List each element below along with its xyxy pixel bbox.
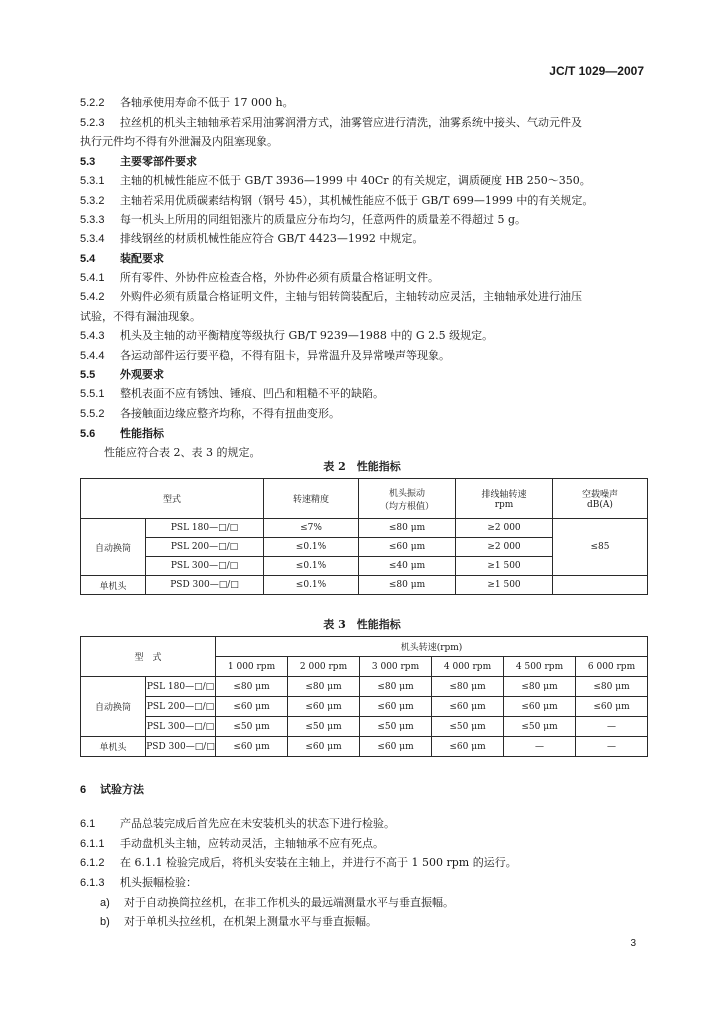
- clause-text: 装配要求: [120, 252, 164, 265]
- section6-line: [100, 915, 377, 929]
- section6-line: [80, 876, 197, 890]
- t3-cell: ≤50 μm: [432, 717, 504, 737]
- clause-number: 5.5.1: [80, 388, 105, 400]
- clause-number: 6.1.1: [80, 838, 105, 850]
- section6-line: [100, 896, 454, 910]
- table3-caption: 表 3 性能指标: [323, 618, 401, 631]
- t3-cell: ≤80 μm: [288, 677, 360, 697]
- clause-text: 拉丝机的机头主轴轴承若采用油雾润滑方式，油雾管应进行清洗，油雾系统中接头、气动元件及: [120, 116, 582, 129]
- table3: [80, 636, 648, 757]
- t2-header-noise: [553, 479, 648, 519]
- clause-text: 在 6.1.1 检验完成后，将机头安装在主轴上，并进行不高于 1 500 rpm 的运行。: [120, 856, 517, 869]
- t3-speed-header: 4 500 rpm: [504, 657, 576, 677]
- t3-cell: ≤60 μm: [288, 737, 360, 757]
- t2-trav-sub: rpm: [494, 500, 514, 510]
- page-number: 3: [630, 938, 636, 949]
- table2: [80, 478, 648, 595]
- clause-number: 5.4.4: [80, 350, 105, 362]
- t2-group-single: 单机头: [81, 576, 146, 595]
- t2-row2-vibration: ≤40 μm: [359, 557, 456, 576]
- t3-cell: ≤60 μm: [360, 697, 432, 717]
- clause-text: 机头及主轴的动平衡精度等级执行 GB/T 9239—1988 中的 G 2.5 级规定。: [120, 329, 494, 342]
- clause-text: 对于单机头拉丝机，在机架上测量水平与垂直振幅。: [124, 915, 377, 928]
- body-line: [80, 290, 582, 304]
- table2-caption: 表 2 性能指标: [323, 460, 401, 473]
- clause-text: 整机表面不应有锈蚀、锤痕、凹凸和粗糙不平的缺陷。: [120, 387, 384, 400]
- t3-speed-header: 6 000 rpm: [576, 657, 648, 677]
- t3-cell: ≤80 μm: [432, 677, 504, 697]
- body-line: [80, 329, 493, 343]
- clause-text: 每一机头上所用的同组铝涨片的质量应分布均匀，任意两件的质量差不得超过 5 g。: [120, 213, 527, 226]
- body-line: [80, 368, 164, 382]
- clause-number: 5.3.4: [80, 233, 105, 245]
- t3-speed-header: 3 000 rpm: [360, 657, 432, 677]
- t3-cell: ≤60 μm: [216, 737, 288, 757]
- clause-number: 6.1.2: [80, 857, 105, 869]
- t3-cell: ≤80 μm: [576, 677, 648, 697]
- clause-number: 5.2.3: [80, 117, 105, 129]
- clause-number: b): [100, 916, 110, 928]
- t3-cell: —: [576, 737, 648, 757]
- t3-cell: ≤50 μm: [360, 717, 432, 737]
- clause-number: 5.6: [80, 428, 96, 440]
- clause-number: 5.3: [80, 156, 96, 168]
- t3-cell: —: [504, 737, 576, 757]
- t3-cell: —: [576, 717, 648, 737]
- body-line: [80, 232, 423, 246]
- t3-header-speed: 机头转速(rpm): [216, 637, 648, 657]
- t2-group-auto: 自动换筒: [81, 519, 146, 576]
- t2-row2-precision: ≤0.1%: [264, 557, 359, 576]
- t3-cell: ≤50 μm: [288, 717, 360, 737]
- t2-row1-precision: ≤0.1%: [264, 538, 359, 557]
- t2-row0-model: PSL 180—□/□: [146, 519, 264, 538]
- clause-text: 主要零部件要求: [120, 155, 197, 168]
- clause-text: 主轴若采用优质碳素结构钢（钢号 45），其机械性能应不低于 GB/T 699—1999 中的有关规定。: [120, 194, 594, 207]
- t3-header-model: 型 式: [81, 637, 216, 677]
- clause-text: 机头振幅检验：: [120, 876, 197, 889]
- section-title-text: 试验方法: [100, 783, 144, 796]
- t2-row1-model: PSL 200—□/□: [146, 538, 264, 557]
- t3-speed-header: 4 000 rpm: [432, 657, 504, 677]
- t3-cell: ≤60 μm: [288, 697, 360, 717]
- t3-speed-header: 2 000 rpm: [288, 657, 360, 677]
- body-line: [80, 174, 591, 188]
- t2-row3-model: PSD 300—□/□: [146, 576, 264, 595]
- t2-row3-noise-empty: [553, 576, 648, 595]
- t2-row1-vibration: ≤60 μm: [359, 538, 456, 557]
- t3-row-model: PSL 180—□/□: [146, 677, 216, 697]
- body-line: [80, 155, 197, 169]
- t2-noise-label: 空载噪声: [581, 490, 618, 500]
- section6-line: [80, 817, 395, 831]
- t2-header-precision: 转速精度: [264, 479, 359, 519]
- body-line: [80, 407, 340, 421]
- clause-text: 外观要求: [120, 368, 164, 381]
- t3-row-model: PSL 200—□/□: [146, 697, 216, 717]
- t2-noise-sub: dB(A): [587, 500, 613, 510]
- clause-text: 主轴的机械性能应不低于 GB/T 3936—1999 中 40Cr 的有关规定，调质硬度 HB 250～350。: [120, 174, 591, 187]
- clause-number: a): [100, 897, 110, 909]
- standard-number: JC/T 1029—2007: [549, 64, 644, 78]
- t3-cell: ≤80 μm: [360, 677, 432, 697]
- t3-cell: ≤80 μm: [216, 677, 288, 697]
- t3-cell: ≤50 μm: [504, 717, 576, 737]
- t2-row2-model: PSL 300—□/□: [146, 557, 264, 576]
- body-line: [80, 116, 582, 130]
- t2-row0-precision: ≤7%: [264, 519, 359, 538]
- clause-number: 5.4.2: [80, 291, 105, 303]
- clause-text: 各运动部件运行要平稳，不得有阻卡，异常温升及异常噪声等现象。: [120, 349, 450, 362]
- clause-text: 性能应符合表 2、表 3 的规定。: [104, 446, 261, 459]
- section6-title: [80, 783, 144, 797]
- clause-text: 排线钢丝的材质机械性能应符合 GB/T 4423—1992 中规定。: [120, 232, 424, 245]
- t2-noise-value: ≤85: [553, 519, 648, 576]
- clause-text: 产品总装完成后首先应在未安装机头的状态下进行检验。: [120, 817, 395, 830]
- body-line: [80, 349, 450, 363]
- clause-number: 5.3.1: [80, 175, 105, 187]
- t2-row1-traverse: ≥2 000: [456, 538, 553, 557]
- body-line: [80, 194, 593, 208]
- clause-number: 5.4: [80, 253, 96, 265]
- t2-row3-traverse: ≥1 500: [456, 576, 553, 595]
- clause-text: 性能指标: [120, 427, 164, 440]
- clause-text: 各轴承使用寿命不低于 17 000 h。: [120, 96, 294, 109]
- clause-text: 对于自动换筒拉丝机，在非工作机头的最远端测量水平与垂直振幅。: [124, 896, 454, 909]
- clause-text: 外购件必须有质量合格证明文件，主轴与铝转筒装配后，主轴转动应灵活，主轴轴承处进行油压: [120, 290, 582, 303]
- clause-text: 执行元件均不得有外泄漏及内阻塞现象。: [80, 135, 278, 148]
- t3-cell: ≤80 μm: [504, 677, 576, 697]
- body-line: [80, 252, 164, 266]
- clause-number: 5.4.1: [80, 272, 105, 284]
- body-line: [80, 427, 164, 441]
- t3-cell: ≤60 μm: [432, 737, 504, 757]
- body-line: [80, 135, 278, 149]
- section6-line: [80, 856, 517, 870]
- t3-group-auto: 自动换筒: [81, 677, 146, 737]
- clause-number: 5.2.2: [80, 97, 105, 109]
- t2-header-model: 型式: [81, 479, 264, 519]
- t2-row2-traverse: ≥1 500: [456, 557, 553, 576]
- clause-number: 5.4.3: [80, 330, 105, 342]
- t3-row-model: PSL 300—□/□: [146, 717, 216, 737]
- clause-text: 所有零件、外协件应检查合格，外协件必须有质量合格证明文件。: [120, 271, 439, 284]
- t2-trav-label: 排线轴转速: [481, 490, 527, 500]
- body-line: [80, 271, 439, 285]
- t2-header-vibration: [359, 479, 456, 519]
- t2-row0-vibration: ≤80 μm: [359, 519, 456, 538]
- clause-number: 6.1.3: [80, 877, 105, 889]
- clause-number: 5.5.2: [80, 408, 105, 420]
- t2-row0-traverse: ≥2 000: [456, 519, 553, 538]
- clause-number: 5.3.3: [80, 214, 105, 226]
- t2-vib-label: 机头振动: [388, 488, 425, 499]
- t3-row-model: PSD 300—□/□: [146, 737, 216, 757]
- t3-cell: ≤60 μm: [216, 697, 288, 717]
- t3-cell: ≤60 μm: [360, 737, 432, 757]
- clause-number: 5.5: [80, 369, 96, 381]
- clause-number: 5.3.2: [80, 195, 105, 207]
- t2-row3-precision: ≤0.1%: [264, 576, 359, 595]
- clause-text: 试验，不得有漏油现象。: [80, 310, 201, 323]
- t3-cell: ≤60 μm: [504, 697, 576, 717]
- t3-cell: ≤50 μm: [216, 717, 288, 737]
- section6-line: [80, 837, 384, 851]
- t3-cell: ≤60 μm: [576, 697, 648, 717]
- section-number: 6: [80, 784, 87, 796]
- t2-header-traverse: [456, 479, 553, 519]
- t3-group-single: 单机头: [81, 737, 146, 757]
- t3-speed-header: 1 000 rpm: [216, 657, 288, 677]
- t2-vib-sub: （均方根值）: [379, 501, 434, 512]
- body-line: [80, 310, 201, 324]
- clause-text: 各接触面边缘应整齐均称，不得有扭曲变形。: [120, 407, 340, 420]
- clause-number: 6.1: [80, 818, 96, 830]
- t3-cell: ≤60 μm: [432, 697, 504, 717]
- body-line: [80, 387, 384, 401]
- body-line: [80, 213, 526, 227]
- clause-text: 手动盘机头主轴，应转动灵活，主轴轴承不应有死点。: [120, 837, 384, 850]
- body-line: [80, 96, 294, 110]
- t2-row3-vibration: ≤80 μm: [359, 576, 456, 595]
